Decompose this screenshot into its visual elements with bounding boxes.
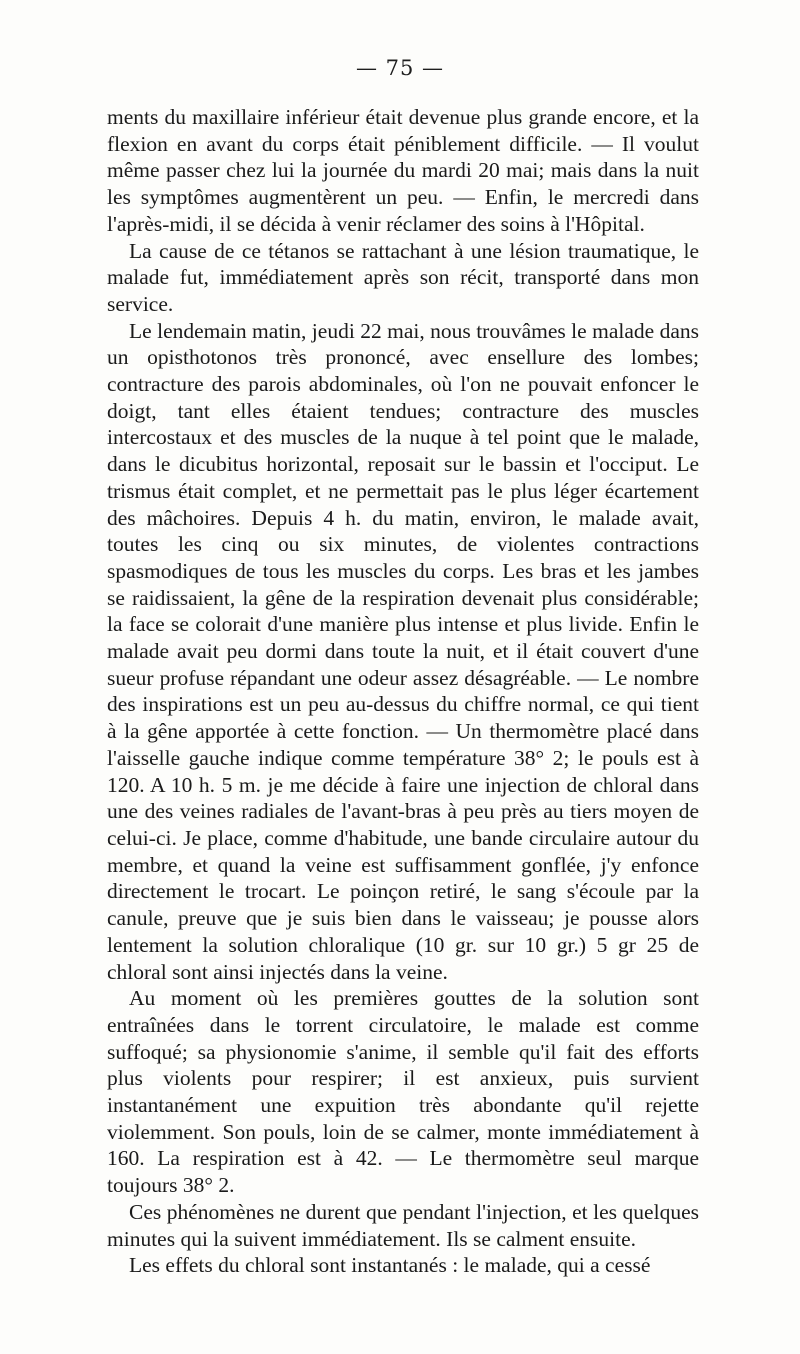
- body-text: [107, 104, 699, 1279]
- paragraph-phenomena: Ces phénomènes ne durent que pendant l'injection, et les quelques minutes qui la suivent immédiatement. Ils se calment ensuite.: [107, 1199, 699, 1251]
- paragraph-reaction: Au moment où les premières gouttes de la solution sont entraînées dans le torrent circulatoire, le malade est comme suffoqué; sa physionomie s'anime, il semble qu'il fait des efforts plus violents pour respirer; il est anxieux, puis survient instantanément une expuition très abondante qu'il rejette violemment. Son pouls, loin de se calmer, monte immédiatement à 160. La respiration est à 42. — Le thermomètre seul marque toujours 38° 2.: [107, 986, 699, 1198]
- page-number: — 75 —: [355, 56, 445, 80]
- paragraph-continuation: ments du maxillaire inférieur était devenue plus grande encore, et la flexion en avant du corps était péniblement difficile. — Il voulut même passer chez lui la journée du mardi 20 mai; mais dans la nuit les symptômes augmentèrent un peu. — Enfin, le mercredi dans l'après-midi, il se décida à venir réclamer des soins à l'Hôpital.: [107, 105, 699, 236]
- paragraph-cause: La cause de ce tétanos se rattachant à une lésion traumatique, le malade fut, immédiatement après son récit, transporté dans mon service.: [107, 238, 699, 316]
- paragraph-effects: Les effets du chloral sont instantanés : le malade, qui a cessé: [129, 1253, 651, 1278]
- paragraph-examination: Le lendemain matin, jeudi 22 mai, nous trouvâmes le malade dans un opisthotonos très prononcé, avec ensellure des lombes; contracture des parois abdominales, où l'on ne pouvait enfoncer le doigt, tant elles étaient tendues; contracture des muscles intercostaux et des muscles de la nuque à tel point que le malade, dans le dicubitus horizontal, reposait sur le bassin et l'occiput. Le trismus était complet, et ne permettait pas le plus léger écartement des mâchoires. Depuis 4 h. du matin, environ, le malade avait, toutes les cinq ou six minutes, de violentes contractions spasmodiques de tous les muscles du corps. Les bras et les jambes se raidissaient, la gêne de la respiration devenait plus considérable; la face se colorait d'une manière plus intense et plus livide. Enfin le malade avait peu dormi dans toute la nuit, et il était couvert d'une sueur profuse répandant une odeur assez désagréable. — Le nombre des inspirations est un peu au-dessus du chiffre normal, ce qui tient à la gêne apportée à cette fonction. — Un thermomètre placé dans l'aisselle gauche indique comme température 38° 2; le pouls est à 120. A 10 h. 5 m. je me décide à faire une injection de chloral dans une des veines radiales de l'avant-bras à peu près au tiers moyen de celui-ci. Je place, comme d'habitude, une bande circulaire autour du membre, et quand la veine est suffisamment gonflée, j'y enfonce directement le trocart. Le poinçon retiré, le sang s'écoule par la canule, preuve que je suis bien dans le vaisseau; je pousse alors lentement la solution chloralique (10 gr. sur 10 gr.) 5 gr 25 de chloral sont ainsi injectés dans la veine.: [107, 318, 699, 984]
